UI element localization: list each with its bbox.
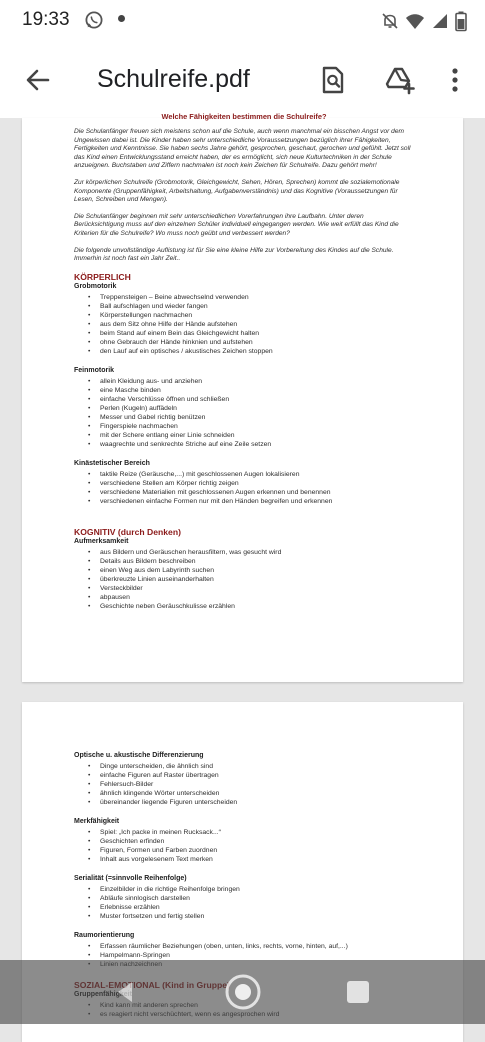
battery-icon: [455, 11, 467, 31]
section-heading-koerperlich: KÖRPERLICH: [74, 271, 131, 282]
do-not-disturb-icon: [381, 12, 399, 30]
list-item: • Abläufe sinnlogisch darstellen: [88, 894, 414, 903]
list-item: • taktile Reize (Geräusche,...) mit geschlossenen Augen lokalisieren: [88, 470, 414, 479]
list-item: • aus Bildern und Geräuschen herausfiltern, was gesucht wird: [88, 548, 414, 557]
list-item: • Spiel: „Ich packe in meinen Rucksack...“: [88, 828, 414, 837]
list-item: • einen Weg aus dem Labyrinth suchen: [88, 566, 414, 575]
list-item: • einfache Verschlüsse öffnen und schließen: [88, 395, 414, 404]
nav-back-icon[interactable]: [112, 978, 140, 1006]
navigation-bar: [0, 960, 485, 1024]
list-item: • Fehlersuch-Bilder: [88, 780, 414, 789]
signal-icon: [431, 12, 449, 30]
list-item: • aus dem Sitz ohne Hilfe der Hände aufstehen: [88, 320, 414, 329]
list-item: • Erlebnisse erzählen: [88, 903, 414, 912]
list-item: • Messer und Gabel richtig benützen: [88, 413, 414, 422]
status-bar: [0, 0, 485, 42]
list-item: • einfache Figuren auf Raster übertragen: [88, 771, 414, 780]
list-item: • überkreuzte Linien auseinanderhalten: [88, 575, 414, 584]
more-options-icon: [451, 67, 459, 93]
list-item: • beim Stand auf einem Bein das Gleichgewicht halten: [88, 329, 414, 338]
list-item: • allein Kleidung aus- und anziehen: [88, 377, 414, 386]
list-item: • verschiedene Materialien mit geschlossenen Augen erkennen und benennen: [88, 488, 414, 497]
kinaesthetisch-list: [88, 470, 414, 506]
grobmotorik-list: [88, 293, 414, 356]
whatsapp-icon: [84, 10, 104, 30]
page-1-content: [74, 112, 414, 622]
clipped-heading: Welche Fähigkeiten bestimmen die Schulreife?: [161, 112, 327, 121]
list-item: • Ball aufschlagen und wieder fangen: [88, 302, 414, 311]
back-button[interactable]: [18, 60, 58, 100]
list-item: • übereinander liegende Figuren unterscheiden: [88, 798, 414, 807]
subheading-merkfaehigkeit: Merkfähigkeit: [74, 818, 120, 825]
arrow-back-icon: [25, 67, 51, 93]
list-item: • Körperstellungen nachmachen: [88, 311, 414, 320]
list-item: • abpausen: [88, 593, 414, 602]
section-heading-kognitiv: KOGNITIV (durch Denken): [74, 526, 181, 537]
list-item: • ohne Gebrauch der Hände hinknien und aufstehen: [88, 338, 414, 347]
aufmerksamkeit-list: [88, 548, 414, 611]
optische-list: [88, 762, 414, 807]
intro-paragraph: Die Schulanfänger beginnen mit sehr unterschiedlichen Vorerfahrungen ihre Laufbahn. Unter deren Berücksichtigung muss auf den einzelnen Schüler individuell eingegangen werden. Wie weit erfüllt das Kind die Kriterien für die Schulreife? Wo muss noch geübt und verbessert werden?: [74, 212, 399, 237]
status-icons: [381, 10, 467, 32]
list-item: • Perlen (Kugeln) auffädeln: [88, 404, 414, 413]
list-item: • eine Masche binden: [88, 386, 414, 395]
list-item: • verschiedenen einfache Formen nur mit den Händen begreifen und erkennen: [88, 497, 414, 506]
subheading-optische-differenzierung: Optische u. akustische Differenzierung: [74, 752, 204, 759]
list-item: • Treppensteigen – Beine abwechselnd verwenden: [88, 293, 414, 302]
subheading-grobmotorik: Grobmotorik: [74, 282, 117, 290]
list-item: • Geschichten erfinden: [88, 837, 414, 846]
list-item: • mit der Schere entlang einer Linie schneiden: [88, 431, 414, 440]
list-item: • Hampelmann-Springen: [88, 951, 414, 960]
list-item: • den Lauf auf ein optisches / akustisches Zeichen stoppen: [88, 347, 414, 356]
app-bar: [0, 42, 485, 118]
list-item: • waagrechte und senkrechte Striche auf eine Zeile setzen: [88, 440, 414, 449]
list-item: • Muster fortsetzen und fertig stellen: [88, 912, 414, 921]
merkfaehigkeit-list: [88, 828, 414, 864]
list-item: • Einzelbilder in die richtige Reihenfolge bringen: [88, 885, 414, 894]
intro-paragraph: Die Schulanfänger freuen sich meistens schon auf die Schule, auch wenn manchmal ein bisschen Angst vor dem Ungewissen dabei ist. Die Kinder haben sehr unterschiedliche Voraussetzungen bezüglich ihrer Fähigkeiten, Fertigkeiten und Kenntnisse. Sie haben sechs Jahre gehört, gesprochen, geschaut, gerochen und gefühlt. Jetzt soll das Kind einen Entwicklungsstand erreicht haben, der es ermöglicht, sich neue Kulturtechniken in der Schule anzueignen. Buchstaben und Ziffern nachmalen ist noch kein Zeichen für Schulreife. Dazu gehört mehr!: [74, 128, 411, 170]
intro-paragraph: Zur körperlichen Schulreife (Grobmotorik, Gleichgewicht, Sehen, Hören, Sprechen) kommt die sozialemotionale Komponente (Gruppenfähigkeit, Arbeitshaltung, Aufgabenverständnis) und das Kognitive (Voraussetzungen für Lesen, Schreiben und Mengen).: [74, 178, 400, 204]
subheading-feinmotorik: Feinmotorik: [74, 366, 115, 374]
document-title: Schulreife.pdf: [97, 65, 250, 93]
subheading-serialitaet: Serialität (=sinnvolle Reihenfolge): [74, 875, 187, 882]
search-in-document-button[interactable]: [313, 60, 353, 100]
intro-paragraph: Die folgende unvollständige Auflistung ist für Sie eine kleine Hilfe zur Vorbereitung des Kindes auf die Schule. Immerhin ist noch fast ein Jahr Zeit..: [74, 246, 394, 263]
list-item: • Fingerspiele nachmachen: [88, 422, 414, 431]
list-item: • Erfassen räumlicher Beziehungen (oben, unten, links, rechts, vorne, hinten, auf,...): [88, 942, 414, 951]
list-item: • verschiedene Stellen am Körper richtig zeigen: [88, 479, 414, 488]
subheading-kinaesthetisch: Kinästetischer Bereich: [74, 459, 150, 467]
subheading-aufmerksamkeit: Aufmerksamkeit: [74, 537, 129, 545]
list-item: • Details aus Bildern beschreiben: [88, 557, 414, 566]
add-to-drive-button[interactable]: [380, 60, 420, 100]
feinmotorik-list: [88, 377, 414, 449]
list-item: • Versteckbilder: [88, 584, 414, 593]
search-in-document-icon: [320, 66, 346, 94]
pdf-page-1[interactable]: [22, 112, 463, 682]
serialitaet-list: [88, 885, 414, 921]
list-item: • Inhalt aus vorgelesenem Text merken: [88, 855, 414, 864]
nav-recents-icon[interactable]: [347, 981, 369, 1003]
status-time: 19:33: [22, 9, 70, 30]
more-options-button[interactable]: [435, 60, 475, 100]
wifi-icon: [405, 12, 425, 30]
list-item: • Geschichte neben Geräuschkulisse erzählen: [88, 602, 414, 611]
notification-dot-icon: [118, 15, 125, 22]
add-to-drive-icon: [385, 66, 415, 94]
subheading-raumorientierung: Raumorientierung: [74, 932, 135, 939]
list-item: • ähnlich klingende Wörter unterscheiden: [88, 789, 414, 798]
nav-home-icon[interactable]: [224, 973, 262, 1011]
list-item: • Dinge unterscheiden, die ähnlich sind: [88, 762, 414, 771]
list-item: • Figuren, Formen und Farben zuordnen: [88, 846, 414, 855]
